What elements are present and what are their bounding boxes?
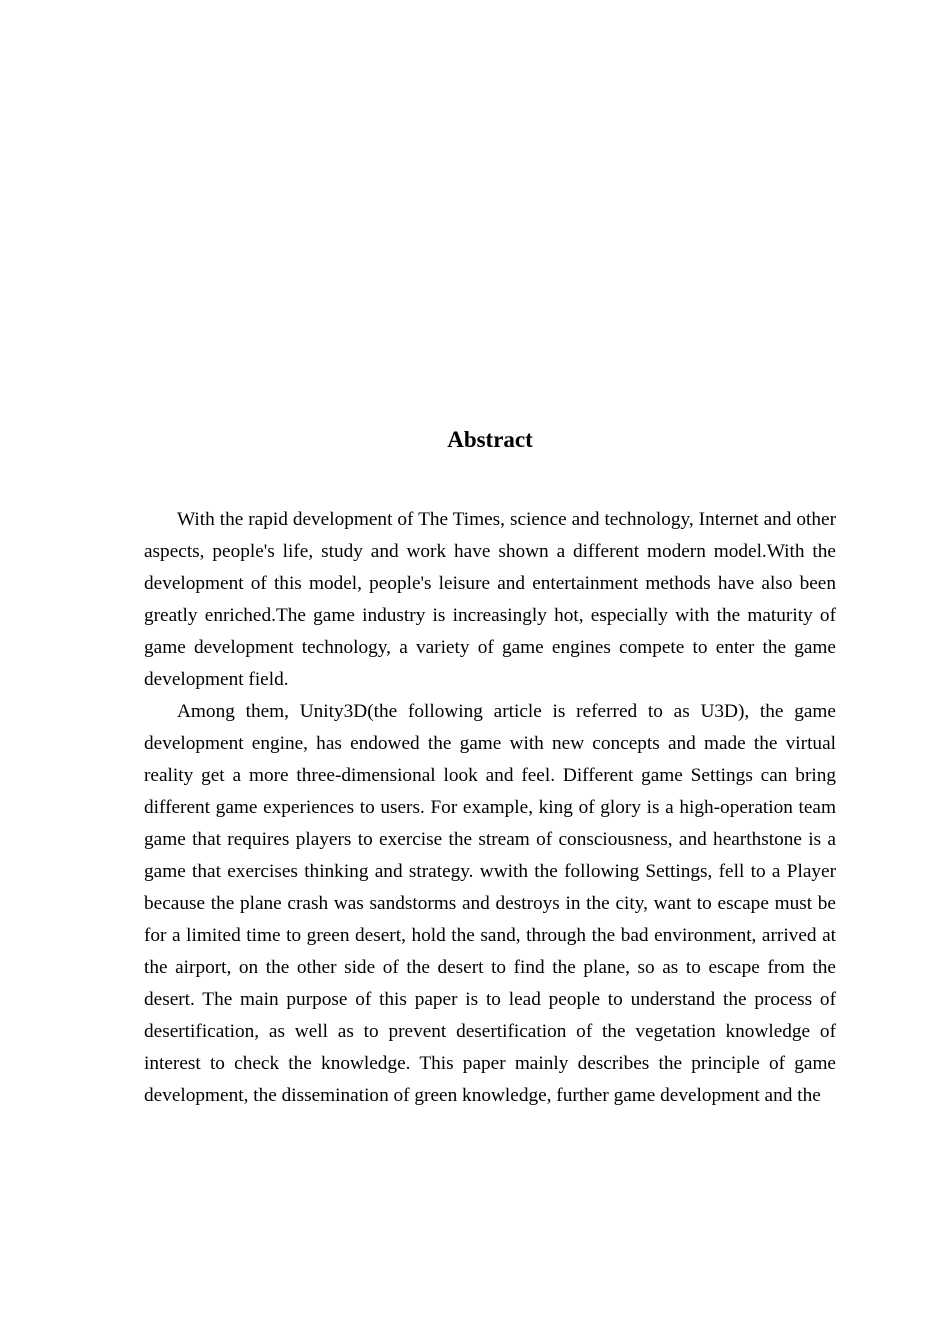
page-title: Abstract [447, 427, 533, 452]
abstract-paragraph-2: Among them, Unity3D(the following article is referred to as U3D), the game development engine, has endowed the game with new concepts and made the virtual reality get a more three-dimensional look and feel. Different game Settings can bring different game experiences to users. For example, king of glory is a high-operation team game that requires players to exercise the stream of consciousness, and hearthstone is a game that exercises thinking and strategy. wwith the following Settings, fell to a Player because the plane crash was sandstorms and destroys in the city, want to escape must be for a limited time to green desert, hold the sand, through the bad environment, arrived at the airport, on the other side of the desert to find the plane, so as to escape from the desert. The main purpose of this paper is to lead people to understand the process of desertification, as well as to prevent desertification of the vegetation knowledge of interest to check the knowledge. This paper mainly describes the principle of game development, the dissemination of green knowledge, further game development and the [144, 701, 836, 1106]
abstract-body [144, 504, 836, 1112]
abstract-paragraph-1: With the rapid development of The Times, science and technology, Internet and other aspects, people's life, study and work have shown a different modern model.With the development of this model, people's leisure and entertainment methods have also been greatly enriched.The game industry is increasingly hot, especially with the maturity of game development technology, a variety of game engines compete to enter the game development field. [144, 509, 836, 690]
